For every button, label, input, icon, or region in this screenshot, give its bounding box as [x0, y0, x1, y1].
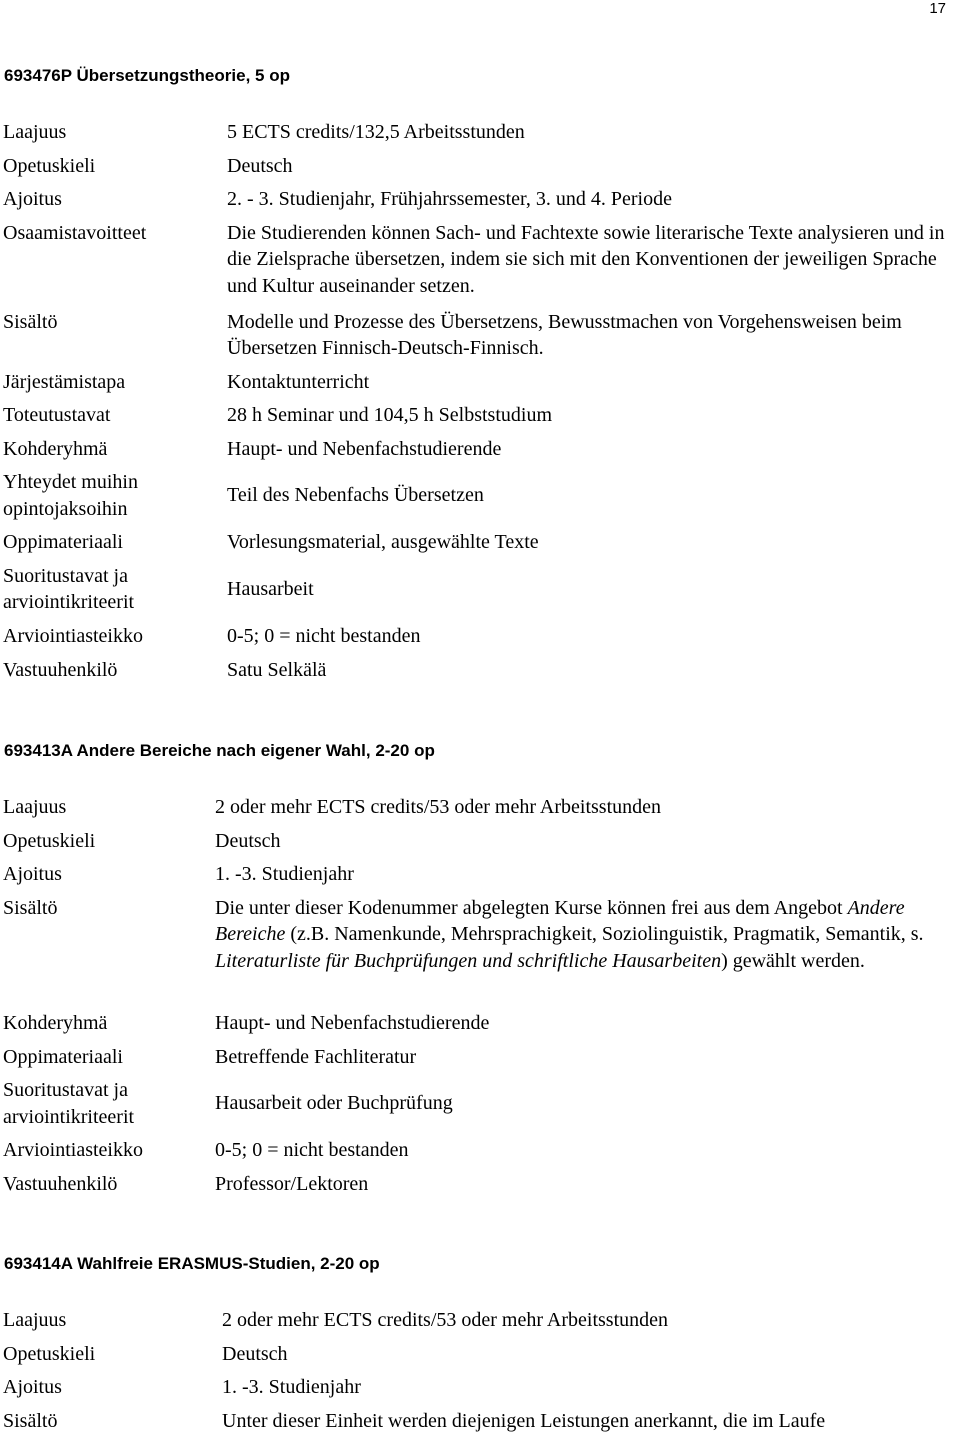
row-label: Oppimateriaali	[3, 531, 123, 553]
row-value: 28 h Seminar und 104,5 h Selbststudium	[227, 404, 552, 426]
row-value: 0-5; 0 = nicht bestanden	[215, 1139, 409, 1161]
row-value: Hausarbeit oder Buchprüfung	[215, 1092, 453, 1114]
row-label: Laajuus	[3, 1309, 67, 1331]
row-label: Opetuskieli	[3, 829, 96, 852]
row-value: Deutsch	[222, 1342, 288, 1365]
row-value: Haupt- und Nebenfachstudierende	[215, 1012, 490, 1034]
italic-text-part: Literaturliste für Buchprüfungen und schriftliche Hausarbeiten	[215, 949, 722, 972]
row-label: Laajuus	[3, 121, 67, 143]
row-value: Unter dieser Einheit werden diejenigen Leistungen anerkannt, die im Laufe	[222, 1409, 826, 1432]
row-value: 2 oder mehr ECTS credits/53 oder mehr Arbeitsstunden	[222, 1309, 669, 1331]
row-label: Suoritustavat ja arviointikriteerit	[3, 564, 135, 613]
italic-text-part: Andere Bereiche	[215, 896, 905, 945]
row-value: Deutsch	[227, 154, 293, 177]
row-label: Vastuuhenkilö	[3, 1172, 118, 1195]
row-label: Arviointiasteikko	[3, 1139, 143, 1161]
row-value: 1. -3. Studienjahr	[222, 1376, 361, 1398]
text-part: Die unter dieser Kodenummer abgelegten Kurse können frei aus dem Angebot	[215, 896, 848, 919]
row-value: Satu Selkälä	[227, 658, 327, 681]
row-label: Sisältö	[3, 310, 58, 333]
row-value: Haupt- und Nebenfachstudierende	[227, 437, 502, 460]
text-part: ) gewählt werden.	[721, 949, 865, 972]
row-value: 2 oder mehr ECTS credits/53 oder mehr Arbeitsstunden	[215, 796, 662, 818]
row-value: 0-5; 0 = nicht bestanden	[227, 625, 421, 647]
row-label: Ajoitus	[3, 188, 62, 210]
row-value: 2. - 3. Studienjahr, Frühjahrssemester, 3. und 4. Periode	[227, 188, 672, 210]
row-label: Opetuskieli	[3, 1342, 96, 1365]
row-label: Arviointiasteikko	[3, 625, 143, 647]
row-label: Toteutustavat	[3, 404, 111, 426]
row-label: Ajoitus	[3, 1376, 62, 1398]
row-value: Teil des Nebenfachs Übersetzen	[227, 484, 484, 506]
row-label: Järjestämistapa	[3, 370, 126, 393]
row-value: Modelle und Prozesse des Übersetzens, Bewusstmachen von Vorgehensweisen beim Übersetzen Finnisch-Deutsch-Finnisch.	[227, 310, 902, 359]
course-title: 693414A Wahlfreie ERASMUS-Studien, 2-20 op	[4, 1254, 380, 1273]
row-value: Kontaktunterricht	[227, 370, 370, 393]
row-label: Laajuus	[3, 796, 67, 818]
course-title: 693413A Andere Bereiche nach eigener Wahl, 2-20 op	[4, 741, 435, 760]
row-label: Kohderyhmä	[3, 1012, 108, 1034]
row-label: Osaamistavoitteet	[3, 221, 147, 244]
row-label: Oppimateriaali	[3, 1045, 123, 1068]
row-label: Sisältö	[3, 896, 58, 919]
text-part: (z.B. Namenkunde, Mehrsprachigkeit, Soziolinguistik, Pragmatik, Semantik, s.	[285, 923, 924, 945]
row-label: Yhteydet muihin opintojaksoihin	[3, 471, 138, 520]
row-value: Hausarbeit	[227, 577, 314, 600]
row-value: Betreffende Fachliteratur	[215, 1045, 417, 1068]
row-label: Kohderyhmä	[3, 437, 108, 460]
row-label: Opetuskieli	[3, 154, 96, 177]
course-title: 693476P Übersetzungstheorie, 5 op	[4, 66, 290, 85]
row-label: Sisältö	[3, 1409, 58, 1432]
row-label: Vastuuhenkilö	[3, 658, 118, 681]
row-value	[215, 895, 958, 975]
row-label: Ajoitus	[3, 863, 62, 885]
row-value: Die Studierenden können Sach- und Fachtexte sowie literarische Texte analysieren und in die Zielsprache übersetzen, indem sie sich mit den Konventionen der jeweiligen Sprache und Kultur auseinander setzen.	[227, 221, 945, 297]
row-value: Deutsch	[215, 829, 281, 852]
row-value: 1. -3. Studienjahr	[215, 863, 354, 885]
row-value: 5 ECTS credits/132,5 Arbeitsstunden	[227, 121, 525, 143]
page-number: 17	[929, 0, 946, 17]
row-label: Suoritustavat ja arviointikriteerit	[3, 1079, 135, 1128]
row-value: Vorlesungsmaterial, ausgewählte Texte	[227, 531, 539, 553]
row-value: Professor/Lektoren	[215, 1172, 369, 1195]
